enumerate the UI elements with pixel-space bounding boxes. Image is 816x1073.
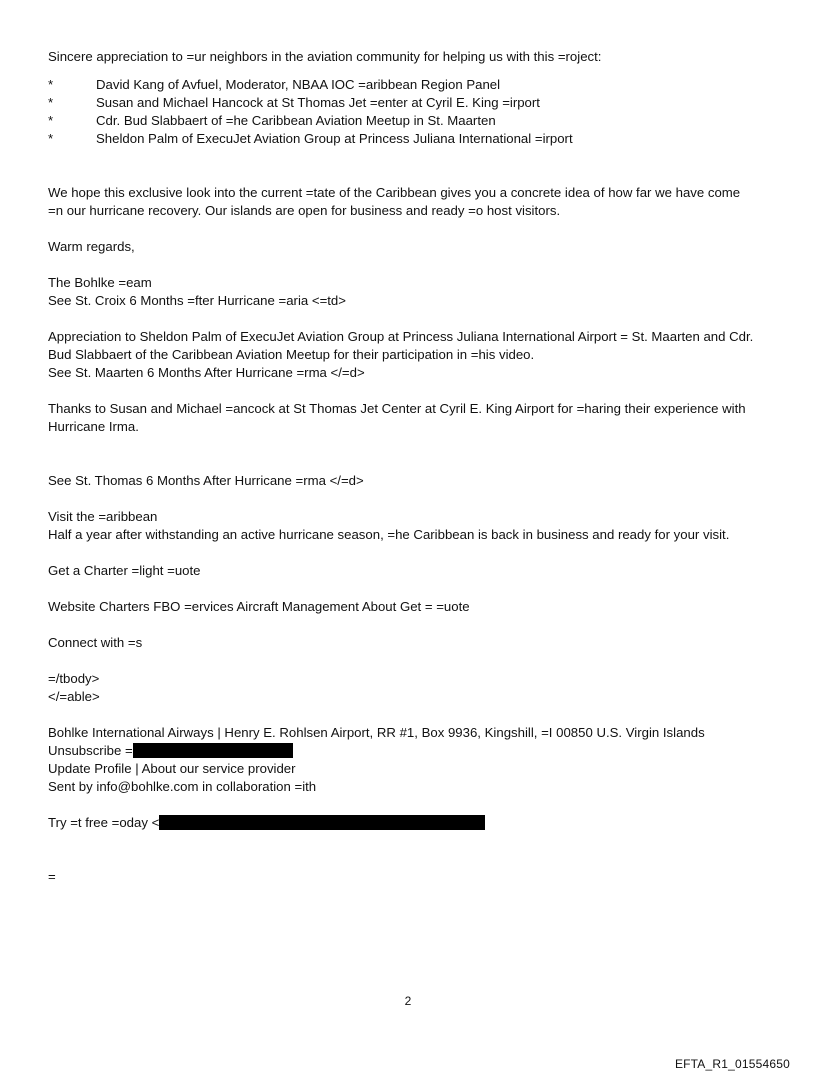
redaction-box <box>159 815 485 830</box>
table-close-text: </=able> <box>48 689 100 704</box>
acknowledgements-list <box>48 76 776 148</box>
warm-regards: Warm regards, <box>48 239 135 254</box>
thanks-line-2: Hurricane Irma. <box>48 419 139 434</box>
nav-links[interactable]: Website Charters FBO =ervices Aircraft Management About Get = =uote <box>48 599 470 614</box>
see-st-maarten-link[interactable]: See St. Maarten 6 Months After Hurricane =rma </=d> <box>48 365 365 380</box>
address-line: Bohlke International Airways | Henry E. Rohlsen Airport, RR #1, Box 9936, Kingshill, =I 00850 U.S. Virgin Islands <box>48 725 705 740</box>
intro-text: Sincere appreciation to =ur neighbors in the aviation community for helping us with this =roject: <box>48 49 602 64</box>
appreciation-line-1: Appreciation to Sheldon Palm of ExecuJet Aviation Group at Princess Juliana International Airport = St. Maarten and Cdr. <box>48 329 754 344</box>
try-free-link[interactable]: Try =t free =oday < <box>48 815 160 830</box>
page-number: 2 <box>404 994 412 1008</box>
charter-quote-link[interactable]: Get a Charter =light =uote <box>48 563 201 578</box>
unsubscribe-link[interactable]: Unsubscribe = <box>48 743 133 758</box>
bullet-marker: * <box>48 95 54 110</box>
signature: The Bohlke =eam <box>48 275 152 290</box>
see-st-thomas-link[interactable]: See St. Thomas 6 Months After Hurricane =rma </=d> <box>48 473 364 488</box>
list-item: * Cdr. Bud Slabbaert of =he Caribbean Aviation Meetup in St. Maarten <box>48 113 496 128</box>
hope-text-line-2: =n our hurricane recovery. Our islands are open for business and ready =o host visitors. <box>48 203 561 218</box>
try-free-line <box>48 814 776 832</box>
thanks-line-1: Thanks to Susan and Michael =ancock at St Thomas Jet Center at Cyril E. King Airport for =haring their experience with <box>48 401 746 416</box>
trailing-equals: = <box>48 869 56 884</box>
list-item: * David Kang of Avfuel, Moderator, NBAA IOC =aribbean Region Panel <box>48 77 501 92</box>
sent-by-line: Sent by info@bohlke.com in collaboration =ith <box>48 779 317 794</box>
redaction-box <box>133 743 293 758</box>
hope-text-line-1: We hope this exclusive look into the current =tate of the Caribbean gives you a concrete idea of how far we have come <box>48 185 741 200</box>
bullet-marker: * <box>48 77 54 92</box>
bullet-marker: * <box>48 113 54 128</box>
see-st-croix-link[interactable]: See St. Croix 6 Months =fter Hurricane =aria <=td> <box>48 293 346 308</box>
appreciation-line-2: Bud Slabbaert of the Caribbean Aviation Meetup for their participation in =his video. <box>48 347 535 362</box>
half-year-text: Half a year after withstanding an active hurricane season, =he Caribbean is back in business and ready for your visit. <box>48 527 730 542</box>
visit-caribbean-heading[interactable]: Visit the =aribbean <box>48 509 158 524</box>
unsubscribe-line <box>48 742 776 760</box>
list-item: * Sheldon Palm of ExecuJet Aviation Group at Princess Juliana International =irport <box>48 131 573 146</box>
list-item: * Susan and Michael Hancock at St Thomas Jet =enter at Cyril E. King =irport <box>48 95 540 110</box>
connect-text: Connect with =s <box>48 635 143 650</box>
update-profile-link[interactable]: Update Profile | About our service provider <box>48 761 296 776</box>
tbody-close-text: =/tbody> <box>48 671 100 686</box>
email-body <box>48 48 776 886</box>
document-id: EFTA_R1_01554650 <box>674 1057 790 1071</box>
bullet-marker: * <box>48 131 54 146</box>
